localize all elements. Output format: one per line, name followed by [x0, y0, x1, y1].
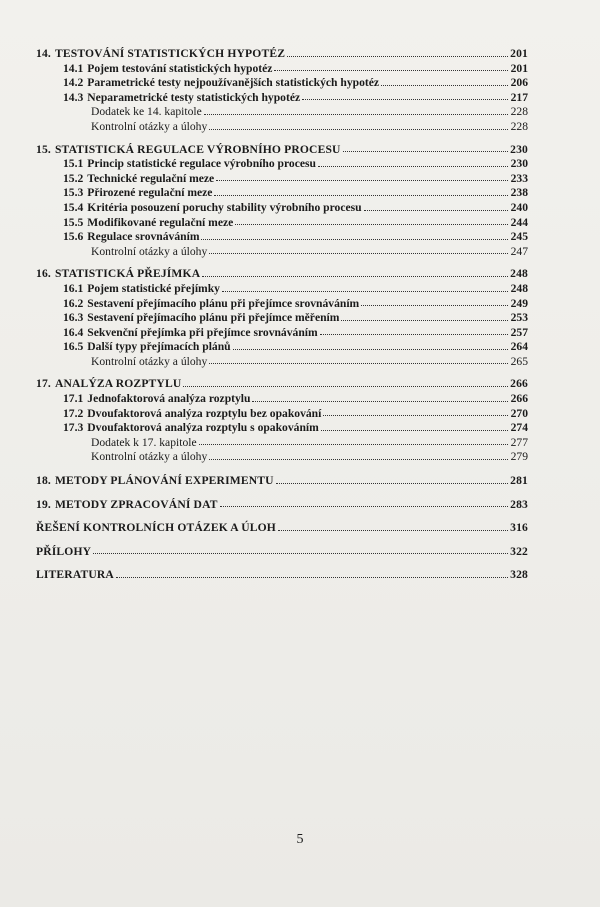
toc-section-entry[interactable] [36, 297, 528, 312]
entry-number: 15. [36, 142, 51, 156]
toc-section-entry[interactable] [36, 201, 528, 216]
entry-page: 266 [510, 392, 528, 406]
entry-page: 266 [510, 377, 528, 391]
entry-number: 14.3 [63, 90, 84, 104]
entry-title: Dvoufaktorová analýza rozptylu s opakováním [87, 421, 319, 435]
dot-leader [216, 180, 508, 181]
dot-leader [302, 99, 508, 100]
dot-leader [343, 151, 508, 152]
entry-page: 228 [510, 105, 528, 119]
toc-subentry[interactable] [36, 245, 528, 260]
entry-title: Dodatek k 17. kapitole [91, 435, 197, 449]
entry-number: 14.2 [63, 76, 84, 90]
entry-number: 16.2 [63, 296, 84, 310]
entry-title: ANALÝZA ROZPTYLU [54, 377, 182, 391]
entry-page: 206 [510, 76, 528, 90]
dot-leader [364, 210, 508, 211]
dot-leader [276, 483, 508, 484]
entry-title: Technické regulační meze [87, 171, 215, 185]
entry-page: 316 [510, 521, 528, 535]
toc-section-entry[interactable] [36, 216, 528, 231]
group-spacer [36, 135, 528, 143]
dot-leader [209, 253, 508, 254]
toc-chapter-entry[interactable] [36, 377, 528, 392]
toc-chapter-entry[interactable] [36, 521, 528, 536]
toc-section-entry[interactable] [36, 326, 528, 341]
entry-title: Regulace srovnáváním [87, 230, 200, 244]
dot-leader [222, 291, 508, 292]
entry-title: Kontrolní otázky a úlohy [91, 450, 208, 464]
dot-leader [201, 239, 508, 240]
entry-page: 264 [510, 340, 528, 354]
entry-number: 16.5 [63, 340, 84, 354]
dot-leader [93, 553, 508, 554]
dot-leader [361, 305, 508, 306]
toc-section-entry[interactable] [36, 282, 528, 297]
toc-section-entry[interactable] [36, 230, 528, 245]
toc-section-entry[interactable] [36, 421, 528, 436]
toc-section-entry[interactable] [36, 76, 528, 91]
group-spacer [36, 465, 528, 474]
dot-leader [381, 85, 508, 86]
dot-leader [321, 430, 508, 431]
toc-section-entry[interactable] [36, 172, 528, 187]
entry-page: 248 [510, 281, 528, 295]
dot-leader [252, 401, 508, 402]
dot-leader [204, 114, 508, 115]
entry-page: 281 [510, 474, 528, 488]
entry-title: Kontrolní otázky a úlohy [91, 354, 208, 368]
dot-leader [209, 459, 508, 460]
entry-number: 17.2 [63, 406, 84, 420]
entry-title: Dodatek ke 14. kapitole [91, 105, 202, 119]
toc-chapter-entry[interactable] [36, 47, 528, 62]
dot-leader [318, 166, 508, 167]
dot-leader [323, 415, 508, 416]
toc-section-entry[interactable] [36, 91, 528, 106]
entry-number: 17.3 [63, 421, 84, 435]
toc-subentry[interactable] [36, 436, 528, 451]
entry-page: 244 [510, 215, 528, 229]
dot-leader [278, 530, 508, 531]
entry-page: 217 [510, 90, 528, 104]
toc-chapter-entry[interactable] [36, 143, 528, 158]
entry-page: 228 [510, 119, 528, 133]
dot-leader [341, 320, 508, 321]
entry-page: 201 [510, 47, 528, 60]
dot-leader [183, 386, 508, 387]
toc-section-entry[interactable] [36, 186, 528, 201]
dot-leader [199, 444, 508, 445]
toc-chapter-entry[interactable] [36, 267, 528, 282]
entry-page: 328 [510, 568, 528, 582]
entry-page: 201 [510, 61, 528, 75]
entry-page: 249 [510, 296, 528, 310]
dot-leader [209, 363, 508, 364]
entry-title: PŘÍLOHY [36, 544, 92, 558]
entry-title: Sekvenční přejímka při přejímce srovnáváním [87, 325, 318, 339]
entry-title: Sestavení přejímacího plánu při přejímce měřením [87, 311, 340, 325]
entry-number: 14. [36, 47, 51, 60]
entry-number: 17. [36, 377, 51, 391]
entry-title: Princip statistické regulace výrobního procesu [87, 157, 316, 171]
dot-leader [214, 195, 508, 196]
entry-number: 16.3 [63, 311, 84, 325]
entry-page: 270 [510, 406, 528, 420]
entry-title: Pojem statistické přejímky [87, 281, 220, 295]
entry-title: Dvoufaktorová analýza rozptylu bez opakování [87, 406, 322, 420]
entry-page: 245 [510, 230, 528, 244]
entry-title: Parametrické testy nejpoužívanějších statistických hypotéz [87, 76, 380, 90]
toc-section-entry[interactable] [36, 62, 528, 77]
entry-title: Kritéria posouzení poruchy stability výrobního procesu [87, 200, 362, 214]
entry-number: 16.1 [63, 281, 84, 295]
entry-page: 257 [510, 325, 528, 339]
dot-leader [209, 129, 508, 130]
page-number: 5 [296, 832, 304, 847]
entry-title: Pojem testování statistických hypotéz [87, 61, 273, 75]
toc-section-entry[interactable] [36, 392, 528, 407]
group-spacer [36, 489, 528, 498]
toc-section-entry[interactable] [36, 407, 528, 422]
entry-number: 18. [36, 474, 51, 488]
entry-number: 15.4 [63, 200, 84, 214]
entry-number: 15.6 [63, 230, 84, 244]
entry-page: 274 [510, 421, 528, 435]
entry-title: ŘEŠENÍ KONTROLNÍCH OTÁZEK A ÚLOH [36, 521, 276, 535]
entry-number: 16. [36, 267, 51, 281]
entry-number: 19. [36, 497, 51, 511]
entry-title: Kontrolní otázky a úlohy [91, 244, 208, 258]
toc-section-entry[interactable] [36, 157, 528, 172]
entry-page: 265 [510, 354, 528, 368]
dot-leader [320, 334, 508, 335]
dot-leader [233, 349, 508, 350]
dot-leader [202, 276, 508, 277]
entry-title: Sestavení přejímacího plánu při přejímce srovnáváním [87, 296, 360, 310]
group-spacer [36, 559, 528, 568]
entry-title: Modifikované regulační meze [87, 215, 234, 229]
entry-page: 253 [510, 311, 528, 325]
group-spacer [36, 512, 528, 521]
table-of-contents [36, 47, 528, 583]
entry-page: 230 [510, 142, 528, 156]
entry-page: 277 [510, 435, 528, 449]
entry-title: TESTOVÁNÍ STATISTICKÝCH HYPOTÉZ [54, 47, 286, 60]
dot-leader [116, 577, 508, 578]
entry-number: 15.1 [63, 157, 84, 171]
toc-section-entry[interactable] [36, 340, 528, 355]
entry-title: Jednofaktorová analýza rozptylu [87, 392, 251, 406]
entry-page: 322 [510, 544, 528, 558]
toc-section-entry[interactable] [36, 311, 528, 326]
toc-subentry[interactable] [36, 450, 528, 465]
entry-page: 238 [510, 186, 528, 200]
dot-leader [274, 70, 508, 71]
toc-subentry[interactable] [36, 355, 528, 370]
entry-page: 233 [510, 171, 528, 185]
entry-title: Neparametrické testy statistických hypotéz [87, 90, 301, 104]
entry-number: 17.1 [63, 392, 84, 406]
entry-title: Další typy přejímacích plánů [87, 340, 231, 354]
dot-leader [235, 224, 508, 225]
entry-page: 240 [510, 200, 528, 214]
entry-page: 283 [510, 497, 528, 511]
entry-number: 14.1 [63, 61, 84, 75]
group-spacer [36, 536, 528, 545]
toc-chapter-entry[interactable] [36, 545, 528, 560]
toc-chapter-entry[interactable] [36, 474, 528, 489]
entry-number: 15.2 [63, 171, 84, 185]
toc-chapter-entry[interactable] [36, 498, 528, 513]
entry-title: METODY PLÁNOVÁNÍ EXPERIMENTU [54, 474, 274, 488]
entry-title: METODY ZPRACOVÁNÍ DAT [54, 497, 218, 511]
entry-title: STATISTICKÁ PŘEJÍMKA [54, 267, 201, 281]
toc-subentry[interactable] [36, 105, 528, 120]
toc-subentry[interactable] [36, 120, 528, 135]
entry-title: STATISTICKÁ REGULACE VÝROBNÍHO PROCESU [54, 142, 341, 156]
entry-number: 16.4 [63, 325, 84, 339]
entry-page: 279 [510, 450, 528, 464]
entry-page: 230 [510, 157, 528, 171]
entry-title: Kontrolní otázky a úlohy [91, 119, 208, 133]
dot-leader [287, 56, 508, 57]
entry-number: 15.3 [63, 186, 84, 200]
dot-leader [220, 506, 508, 507]
toc-chapter-entry[interactable] [36, 568, 528, 583]
entry-page: 247 [510, 244, 528, 258]
entry-page: 248 [510, 267, 528, 281]
entry-title: LITERATURA [36, 568, 114, 582]
entry-number: 15.5 [63, 215, 84, 229]
entry-title: Přirozené regulační meze [87, 186, 213, 200]
